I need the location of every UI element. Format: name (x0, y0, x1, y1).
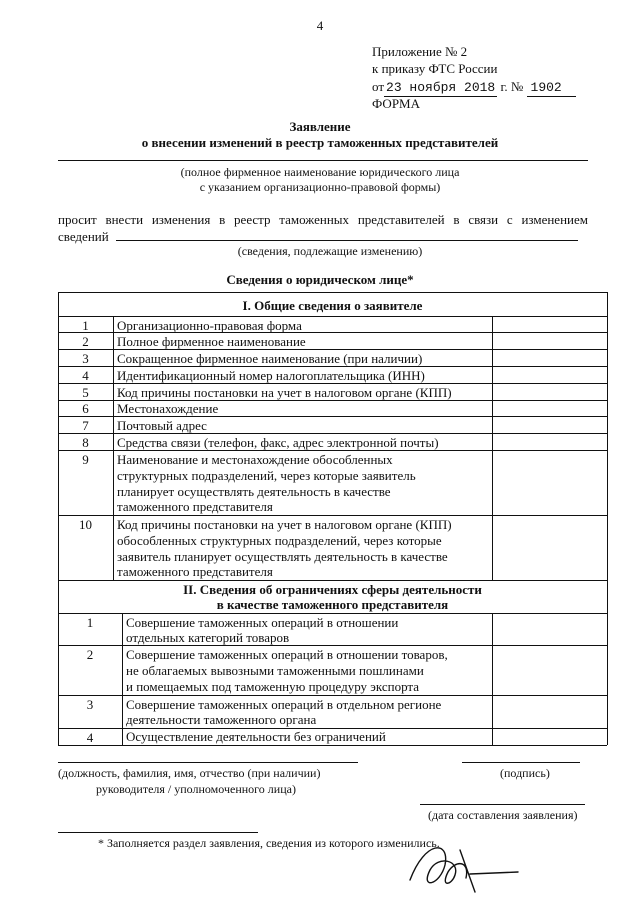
company-hint-line-1: (полное фирменное наименование юридического лица (180, 165, 460, 179)
position-field-line (58, 762, 358, 763)
appendix-label: Приложение № 2 (372, 44, 468, 59)
row-number: 7 (82, 418, 89, 433)
request-line-1: просит внести изменения в реестр таможенных представителей в связи с изменением (58, 212, 588, 227)
row-number: 1 (86, 615, 94, 630)
form-label: ФОРМА (372, 96, 420, 111)
order-label: к приказу ФТС России (372, 61, 498, 76)
request-line-2: сведений (58, 229, 109, 244)
date-value: 23 ноября 2018 (386, 80, 496, 95)
row-number: 1 (82, 318, 89, 333)
part1-col-divider-num (113, 316, 114, 580)
number-label: № (510, 79, 524, 94)
row-label-line: обособленных структурных подразделений, через которые (117, 533, 442, 548)
table-right-border (607, 292, 608, 745)
row-label-line: и помещаемых под таможенную процедуру экспорта (126, 679, 420, 694)
table-top-border (58, 292, 607, 293)
row-number: 5 (82, 385, 89, 400)
date-prefix: от (372, 79, 385, 94)
row-label-line: Код причины постановки на учет в налоговом органе (КПП) (117, 517, 452, 532)
row-label-line: структурных подразделений, через которые заявитель (117, 468, 416, 483)
footnote-rule (58, 832, 258, 833)
handwritten-signature-mark (400, 830, 530, 900)
part2-title-divider (58, 613, 607, 614)
company-name-field-line (58, 160, 588, 161)
changes-field-line (116, 240, 578, 241)
order-date-line (372, 79, 576, 97)
row-label: Осуществление деятельности без ограничений (126, 729, 386, 744)
row-label: Код причины постановки на учет в налоговом органе (КПП) (117, 385, 452, 400)
part2-title-line-2: в качестве таможенного представителя (216, 597, 449, 612)
row-label-line: Совершение таможенных операций в отношении товаров, (126, 647, 448, 662)
row-label: Идентификационный номер налогоплательщика (ИНН) (117, 368, 425, 383)
row-label-line: деятельности таможенного органа (126, 712, 317, 727)
row-number: 3 (86, 697, 94, 712)
page-number: 4 (316, 18, 324, 33)
part2-col-divider-num (122, 613, 123, 745)
date-field-line (420, 804, 585, 805)
row-label-line: таможенного представителя (117, 564, 273, 579)
number-value: 1902 (527, 80, 576, 97)
row-label-line: Совершение таможенных операций в отношении (126, 615, 399, 630)
part1-title: I. Общие сведения о заявителе (242, 298, 423, 313)
position-hint-line-2: руководителя / уполномоченного лица) (96, 782, 296, 796)
footnote: * Заполняется раздел заявления, сведения из которого изменились. (98, 836, 440, 850)
row-number: 4 (86, 730, 94, 745)
row-divider (58, 515, 607, 516)
date-year-suffix: г. (500, 79, 508, 94)
request-hint: (сведения, подлежащие изменению) (237, 244, 423, 258)
row-divider (58, 580, 607, 581)
row-number: 3 (82, 351, 89, 366)
row-number: 10 (79, 517, 92, 532)
part1-title-divider (58, 316, 607, 317)
row-number: 6 (82, 401, 89, 416)
row-divider (58, 695, 607, 696)
row-label: Организационно-правовая форма (117, 318, 302, 333)
row-label-line: отдельных категорий товаров (126, 630, 290, 645)
row-label: Почтовый адрес (117, 418, 207, 433)
row-label: Средства связи (телефон, факс, адрес электронной почты) (117, 435, 439, 450)
row-label-line: таможенного представителя (117, 499, 273, 514)
row-label: Полное фирменное наименование (117, 334, 306, 349)
part1-col-divider-value (492, 316, 493, 580)
row-label-line: не облагаемых вывозными таможенными пошлинами (126, 663, 424, 678)
position-hint-line-1: (должность, фамилия, имя, отчество (при наличии) (58, 766, 321, 780)
row-label-line: Совершение таможенных операций в отдельном регионе (126, 697, 442, 712)
row-label: Сокращенное фирменное наименование (при наличии) (117, 351, 423, 366)
signature-hint: (подпись) (500, 766, 550, 780)
row-number: 8 (82, 435, 89, 450)
row-number: 4 (82, 368, 89, 383)
title-line-1: Заявление (289, 119, 351, 134)
row-number: 2 (86, 647, 94, 662)
row-label-line: планирует осуществлять деятельность в качестве (117, 484, 391, 499)
table-bottom-border (58, 745, 607, 746)
section-heading: Сведения о юридическом лице* (226, 272, 414, 287)
row-label-line: Наименование и местонахождение обособленных (117, 452, 393, 467)
part2-title-line-1: II. Сведения об ограничениях сферы деятельности (183, 582, 482, 597)
row-label-line: заявитель планирует осуществлять деятельность в качестве (117, 549, 448, 564)
row-label: Местонахождение (117, 401, 219, 416)
date-hint: (дата составления заявления) (428, 808, 578, 822)
signature-field-line (462, 762, 580, 763)
row-number: 9 (82, 452, 89, 467)
part2-col-divider-value (492, 613, 493, 745)
row-number: 2 (82, 334, 89, 349)
title-line-2: о внесении изменений в реестр таможенных представителей (141, 135, 499, 150)
company-hint-line-2: с указанием организационно-правовой формы) (199, 180, 441, 194)
